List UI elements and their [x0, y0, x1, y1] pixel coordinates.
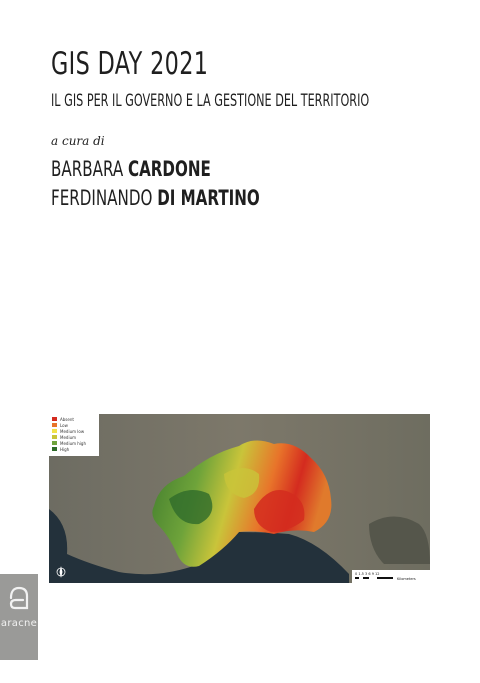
scale-unit: Kilometers: [397, 577, 416, 581]
legend-label-medium-high: Medium high: [60, 441, 86, 446]
book-title: GIS DAY 2021: [51, 46, 209, 82]
author-1: [51, 157, 211, 181]
legend-swatch-high: [52, 447, 57, 451]
author-1-first: BARBARA: [51, 157, 124, 181]
author-2: [51, 186, 260, 210]
scale-bar-ticks: 0 1.5 3 6 9 12: [355, 572, 380, 576]
aracne-logo-icon: [7, 584, 31, 612]
legend-label-medium: Medium: [60, 435, 76, 440]
curator-label: a cura di: [51, 134, 105, 148]
legend-swatch-medium-low: [52, 429, 57, 433]
publisher-logo: [0, 574, 38, 660]
legend-swatch-medium: [52, 435, 57, 439]
legend-label-absent: Absent: [60, 417, 74, 422]
author-1-last: CARDONE: [127, 157, 211, 181]
scale-bar: [355, 577, 393, 579]
legend-swatch-absent: [52, 417, 57, 421]
legend-label-medium-low: Medium low: [60, 429, 85, 434]
cover-map: [49, 414, 430, 583]
legend-label-low: Low: [60, 423, 68, 428]
author-2-first: FERDINANDO: [51, 186, 153, 210]
book-subtitle: IL GIS PER IL GOVERNO E LA GESTIONE DEL TERRITORIO: [51, 91, 370, 111]
legend-swatch-low: [52, 423, 57, 427]
publisher-name: aracne: [0, 618, 38, 629]
legend-swatch-medium-high: [52, 441, 57, 445]
map-image: [49, 414, 430, 583]
legend-label-high: High: [60, 447, 70, 452]
author-2-last: DI MARTINO: [157, 186, 260, 210]
